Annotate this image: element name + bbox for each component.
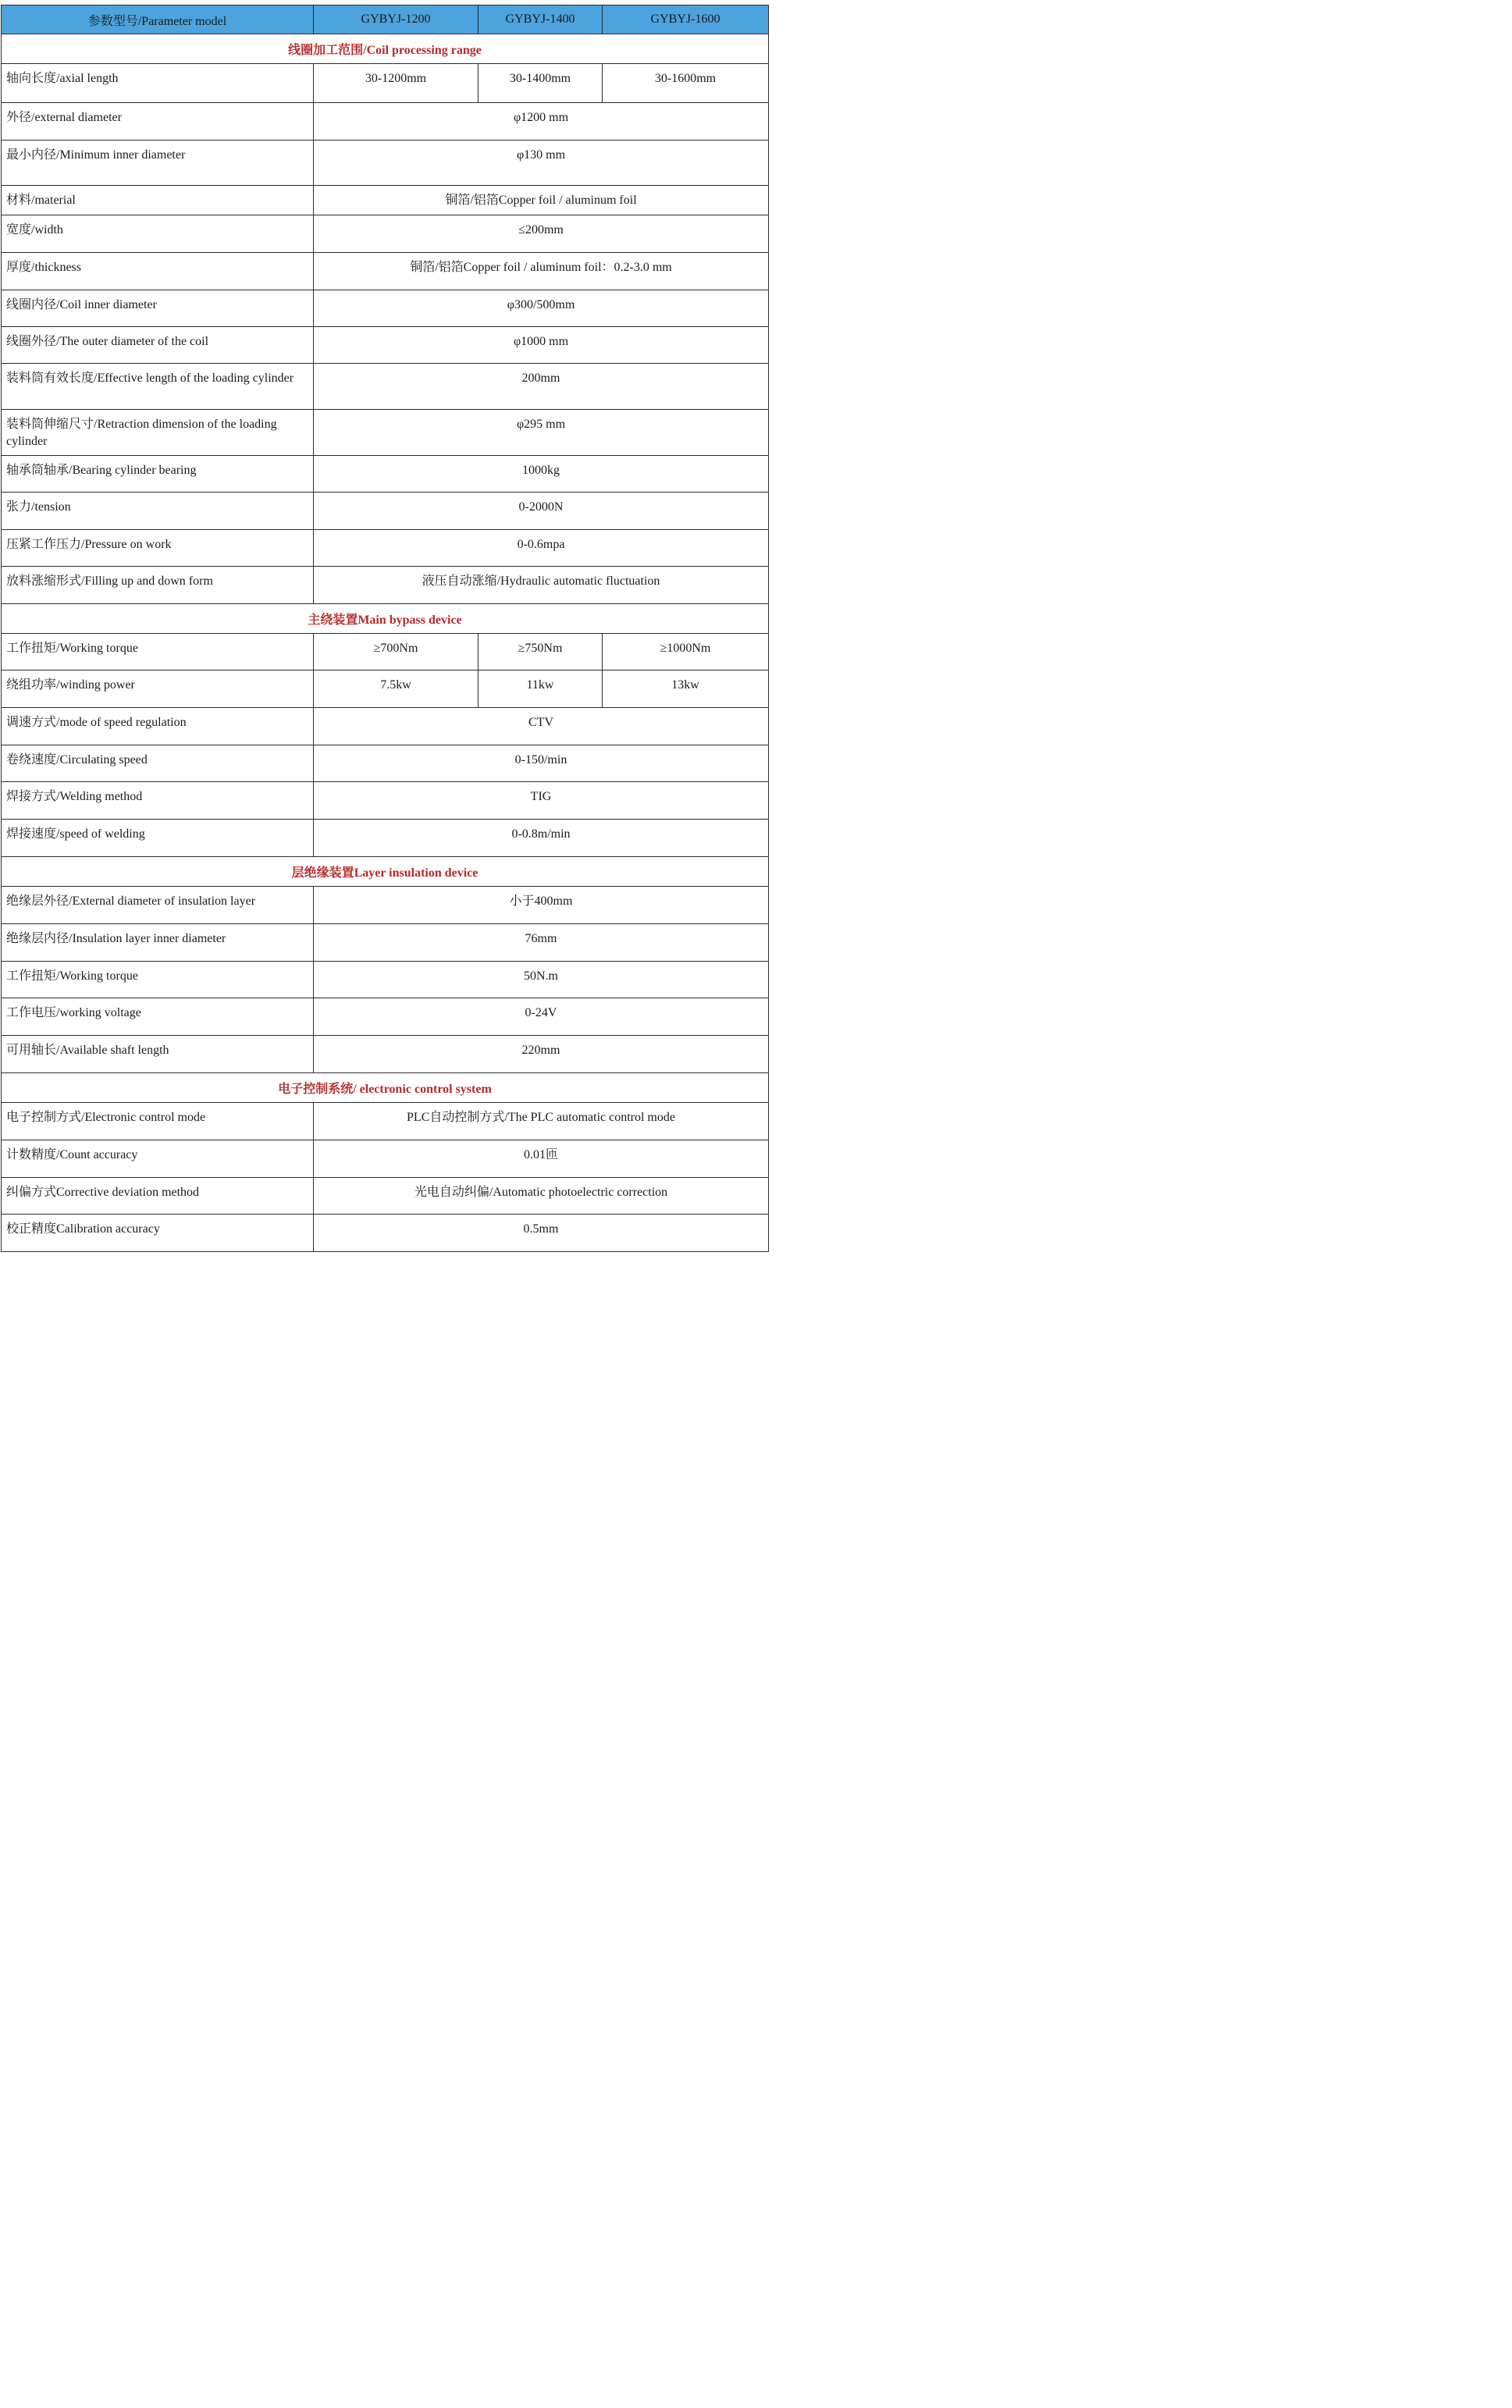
spec-value: 0-0.6mpa [314,530,769,567]
spec-row [2,708,769,745]
spec-label: 装料筒有效长度/Effective length of the loading cylinder [2,364,314,410]
spec-label: 绝缘层外径/External diameter of insulation layer [2,887,314,924]
spec-value-model-2: 11kw [479,670,603,708]
spec-row [2,567,769,604]
spec-row [2,1140,769,1178]
section-title: 层绝缘装置Layer insulation device [2,857,769,887]
spec-row [2,1215,769,1252]
spec-row [2,634,769,670]
spec-value: 0-2000N [314,493,769,530]
section-title: 主绕装置Main bypass device [2,604,769,634]
spec-value: 小于400mm [314,887,769,924]
spec-value: φ130 mm [314,140,769,186]
spec-label: 最小内径/Minimum inner diameter [2,140,314,186]
spec-value-model-1: 30-1200mm [314,64,479,103]
spec-value: 光电自动纠偏/Automatic photoelectric correction [314,1178,769,1215]
spec-value: φ1000 mm [314,327,769,364]
spec-row [2,215,769,253]
model-header-1400: GYBYJ-1400 [479,5,603,34]
spec-label: 卷绕速度/Circulating speed [2,745,314,782]
spec-label: 纠偏方式Corrective deviation method [2,1178,314,1215]
spec-label: 调速方式/mode of speed regulation [2,708,314,745]
spec-value: 200mm [314,364,769,410]
spec-row [2,998,769,1036]
spec-label: 工作扭矩/Working torque [2,962,314,998]
spec-value: PLC自动控制方式/The PLC automatic control mode [314,1103,769,1140]
spec-table [1,5,769,1252]
spec-value: φ300/500mm [314,290,769,327]
spec-row [2,820,769,857]
spec-value-model-1: 7.5kw [314,670,479,708]
param-model-header: 参数型号/Parameter model [2,5,314,34]
spec-row [2,493,769,530]
spec-row [2,782,769,820]
spec-value-model-1: ≥700Nm [314,634,479,670]
section-title: 电子控制系统/ electronic control system [2,1073,769,1103]
spec-row [2,887,769,924]
spec-label: 厚度/thickness [2,253,314,290]
spec-value: φ1200 mm [314,103,769,140]
spec-row [2,327,769,364]
header-row [2,5,769,34]
spec-value-model-2: 30-1400mm [479,64,603,103]
spec-value-model-3: 30-1600mm [603,64,769,103]
spec-value: 1000kg [314,456,769,493]
spec-row [2,103,769,140]
spec-value: 液压自动涨缩/Hydraulic automatic fluctuation [314,567,769,604]
spec-value: 0.5mm [314,1215,769,1252]
spec-label: 计数精度/Count accuracy [2,1140,314,1178]
spec-value: 50N.m [314,962,769,998]
section-header-row [2,857,769,887]
model-header-1600: GYBYJ-1600 [603,5,769,34]
spec-row [2,290,769,327]
spec-row [2,530,769,567]
spec-row [2,1103,769,1140]
spec-label: 轴向长度/axial length [2,64,314,103]
section-header-row [2,34,769,64]
spec-label: 轴承筒轴承/Bearing cylinder bearing [2,456,314,493]
spec-label: 线圈内径/Coil inner diameter [2,290,314,327]
spec-label: 宽度/width [2,215,314,253]
spec-row [2,670,769,708]
spec-value: φ295 mm [314,410,769,456]
spec-row [2,1178,769,1215]
spec-row [2,1036,769,1073]
spec-row [2,364,769,410]
spec-row [2,253,769,290]
spec-row [2,962,769,998]
spec-value: 铜箔/铝箔Copper foil / aluminum foil [314,186,769,215]
spec-label: 工作电压/working voltage [2,998,314,1036]
spec-label: 焊接方式/Welding method [2,782,314,820]
spec-label: 绝缘层内径/Insulation layer inner diameter [2,924,314,962]
spec-row [2,64,769,103]
spec-value: 0.01匝 [314,1140,769,1178]
spec-row [2,456,769,493]
spec-value-model-3: 13kw [603,670,769,708]
spec-value: 220mm [314,1036,769,1073]
spec-label: 可用轴长/Available shaft length [2,1036,314,1073]
spec-row [2,745,769,782]
spec-value: TIG [314,782,769,820]
spec-value: CTV [314,708,769,745]
spec-label: 压紧工作压力/Pressure on work [2,530,314,567]
spec-value: 0-150/min [314,745,769,782]
spec-label: 张力/tension [2,493,314,530]
section-header-row [2,1073,769,1103]
spec-label: 校正精度Calibration accuracy [2,1215,314,1252]
spec-label: 线圈外径/The outer diameter of the coil [2,327,314,364]
spec-label: 放料涨缩形式/Filling up and down form [2,567,314,604]
model-header-1200: GYBYJ-1200 [314,5,479,34]
spec-value: 0-0.8m/min [314,820,769,857]
spec-label: 绕组功率/winding power [2,670,314,708]
spec-row [2,924,769,962]
spec-row [2,140,769,186]
spec-label: 外径/external diameter [2,103,314,140]
spec-value: ≤200mm [314,215,769,253]
spec-label: 焊接速度/speed of welding [2,820,314,857]
spec-label: 装料筒伸缩尺寸/Retraction dimension of the loading cylinder [2,410,314,456]
spec-value-model-3: ≥1000Nm [603,634,769,670]
spec-row [2,186,769,215]
spec-row [2,410,769,456]
section-title: 线圈加工范围/Coil processing range [2,34,769,64]
section-header-row [2,604,769,634]
spec-label: 材料/material [2,186,314,215]
spec-body [2,34,769,1252]
spec-value: 0-24V [314,998,769,1036]
spec-label: 电子控制方式/Electronic control mode [2,1103,314,1140]
spec-value: 76mm [314,924,769,962]
spec-value: 铜箔/铝箔Copper foil / aluminum foil：0.2-3.0 mm [314,253,769,290]
spec-value-model-2: ≥750Nm [479,634,603,670]
spec-label: 工作扭矩/Working torque [2,634,314,670]
